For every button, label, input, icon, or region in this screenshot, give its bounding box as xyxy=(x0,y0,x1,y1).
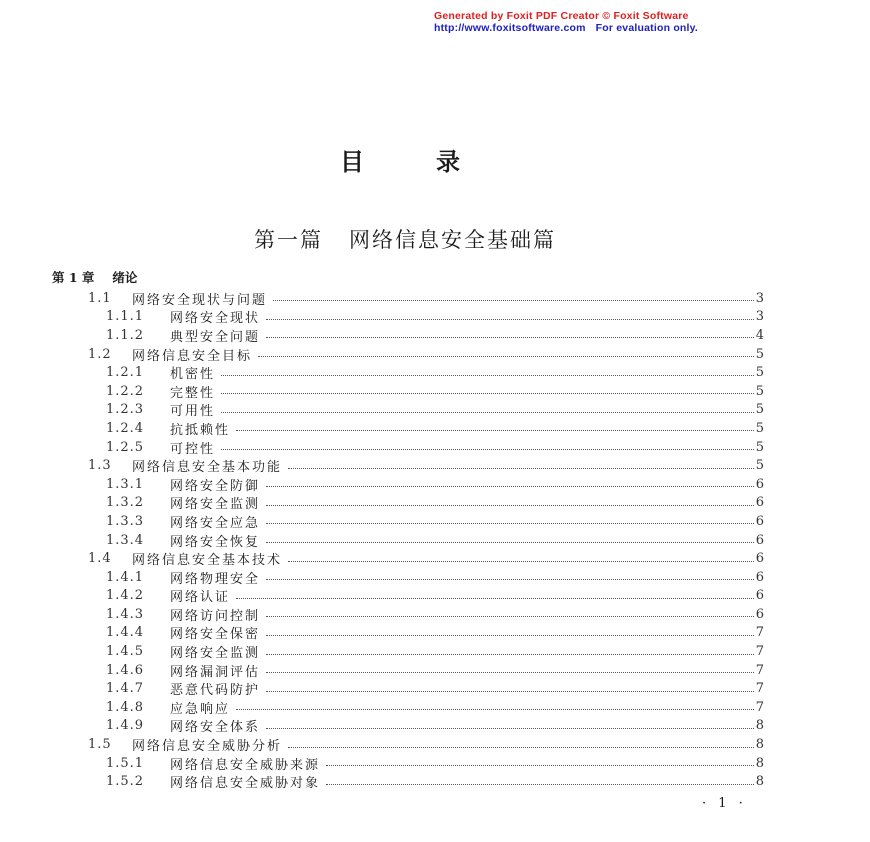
toc-entry[interactable] xyxy=(0,661,870,680)
toc-leader-dots xyxy=(236,597,754,599)
toc-entry-title: 网络信息安全威胁对象 xyxy=(170,776,321,792)
toc-entry[interactable] xyxy=(0,531,870,550)
toc-entry-page: 6 xyxy=(755,569,764,585)
toc-entry[interactable] xyxy=(0,382,870,401)
toc-entry-page: 8 xyxy=(755,718,764,734)
toc-entry-title: 网络物理安全 xyxy=(170,571,261,587)
toc-entry[interactable] xyxy=(0,717,870,736)
toc-leader-dots xyxy=(288,467,754,469)
toc-entry-title: 完整性 xyxy=(170,385,216,401)
toc-entry[interactable] xyxy=(0,568,870,587)
toc-entry-number: 1.1 xyxy=(88,290,112,306)
toc-leader-dots xyxy=(258,355,754,357)
toc-entry-title: 网络安全现状与问题 xyxy=(132,292,268,308)
toc-leader-dots xyxy=(266,690,754,692)
toc-leader-dots xyxy=(266,504,754,506)
toc-leader-dots xyxy=(288,560,754,562)
toc-entry-title: 应急响应 xyxy=(170,701,231,717)
toc-entry-page: 6 xyxy=(755,551,764,567)
watermark-url-line xyxy=(434,22,698,34)
toc-entry-title: 网络安全监测 xyxy=(170,497,261,513)
toc-entry[interactable] xyxy=(0,438,870,457)
toc-entry-page: 6 xyxy=(755,532,764,548)
toc-entry[interactable] xyxy=(0,475,870,494)
watermark-note: For evaluation only. xyxy=(595,22,699,34)
toc-entry-page: 6 xyxy=(755,588,764,604)
toc-entry[interactable] xyxy=(0,642,870,661)
toc-entry[interactable] xyxy=(0,326,870,345)
toc-leader-dots xyxy=(221,411,754,413)
toc-entry-title: 网络信息安全基本技术 xyxy=(132,553,283,569)
table-of-contents xyxy=(0,289,870,791)
page-title: 目录 xyxy=(340,148,532,176)
toc-entry[interactable] xyxy=(0,419,870,438)
toc-entry-page: 6 xyxy=(755,606,764,622)
chapter-title: 绪论 xyxy=(112,270,138,285)
toc-entry-title: 抗抵赖性 xyxy=(170,422,231,438)
toc-entry-number: 1.2.5 xyxy=(106,439,145,455)
toc-entry-page: 5 xyxy=(755,458,764,474)
toc-entry-number: 1.2.3 xyxy=(106,402,145,418)
toc-leader-dots xyxy=(266,634,754,636)
toc-entry-page: 6 xyxy=(755,513,764,529)
toc-entry-number: 1.3.1 xyxy=(106,476,145,492)
toc-entry-number: 1.3.4 xyxy=(106,532,145,548)
toc-entry-title: 网络安全保密 xyxy=(170,627,261,643)
toc-entry[interactable] xyxy=(0,456,870,475)
toc-leader-dots xyxy=(221,392,754,394)
toc-entry-page: 6 xyxy=(755,476,764,492)
toc-entry-number: 1.4.2 xyxy=(106,588,145,604)
toc-entry-number: 1.4.4 xyxy=(106,625,145,641)
toc-entry-title: 网络信息安全威胁分析 xyxy=(132,739,283,755)
toc-leader-dots xyxy=(266,727,754,729)
toc-entry[interactable] xyxy=(0,624,870,643)
toc-entry-title: 网络安全防御 xyxy=(170,478,261,494)
toc-entry-number: 1.5 xyxy=(88,737,112,753)
toc-entry-page: 3 xyxy=(755,290,764,306)
toc-entry-number: 1.4 xyxy=(88,551,112,567)
toc-entry-page: 5 xyxy=(755,439,764,455)
toc-leader-dots xyxy=(221,374,754,376)
toc-entry-title: 网络安全体系 xyxy=(170,720,261,736)
toc-entry-number: 1.4.7 xyxy=(106,681,145,697)
toc-entry[interactable] xyxy=(0,512,870,531)
toc-entry-title: 网络安全现状 xyxy=(170,311,261,327)
toc-leader-dots xyxy=(273,299,754,301)
part-name: 网络信息安全基础篇 xyxy=(349,228,556,252)
toc-entry-title: 网络访问控制 xyxy=(170,608,261,624)
toc-entry-page: 7 xyxy=(755,699,764,715)
toc-entry-number: 1.4.3 xyxy=(106,606,145,622)
chapter-label: 第 1 章 xyxy=(52,270,95,285)
toc-leader-dots xyxy=(266,578,754,580)
toc-entry-page: 8 xyxy=(755,774,764,790)
toc-leader-dots xyxy=(221,448,754,450)
toc-entry-number: 1.4.1 xyxy=(106,569,145,585)
toc-entry-title: 网络信息安全威胁来源 xyxy=(170,757,321,773)
toc-entry-number: 1.3.3 xyxy=(106,513,145,529)
toc-entry-title: 网络认证 xyxy=(170,590,231,606)
toc-entry-number: 1.4.9 xyxy=(106,718,145,734)
toc-entry-number: 1.1.1 xyxy=(106,309,145,325)
toc-leader-dots xyxy=(266,318,754,320)
toc-entry-title: 可控性 xyxy=(170,441,216,457)
toc-entry[interactable] xyxy=(0,754,870,773)
toc-entry-page: 3 xyxy=(755,309,764,325)
toc-entry-page: 4 xyxy=(755,327,764,343)
toc-leader-dots xyxy=(266,485,754,487)
toc-entry-number: 1.5.1 xyxy=(106,755,145,771)
toc-entry[interactable] xyxy=(0,289,870,308)
toc-entry-number: 1.3.2 xyxy=(106,495,145,511)
toc-entry-page: 5 xyxy=(755,365,764,381)
toc-entry-page: 5 xyxy=(755,346,764,362)
watermark-generator-text: Generated by Foxit PDF Creator © Foxit Software xyxy=(434,10,689,22)
toc-entry-page: 8 xyxy=(755,737,764,753)
toc-entry-page: 5 xyxy=(755,402,764,418)
toc-entry-page: 5 xyxy=(755,383,764,399)
toc-leader-dots xyxy=(266,522,754,524)
toc-entry-page: 6 xyxy=(755,495,764,511)
toc-entry-page: 7 xyxy=(755,644,764,660)
evaluation-watermark xyxy=(434,10,698,34)
toc-entry-page: 7 xyxy=(755,662,764,678)
toc-entry-number: 1.2.2 xyxy=(106,383,145,399)
toc-entry-title: 网络信息安全目标 xyxy=(132,348,253,364)
toc-entry-title: 网络安全恢复 xyxy=(170,534,261,550)
toc-entry[interactable] xyxy=(0,735,870,754)
toc-entry[interactable] xyxy=(0,772,870,791)
toc-entry[interactable] xyxy=(0,401,870,420)
toc-entry-number: 1.3 xyxy=(88,458,112,474)
toc-entry-title: 机密性 xyxy=(170,367,216,383)
toc-entry[interactable] xyxy=(0,308,870,327)
toc-leader-dots xyxy=(266,541,754,543)
toc-entry[interactable] xyxy=(0,587,870,606)
toc-entry-title: 典型安全问题 xyxy=(170,329,261,345)
toc-entry-title: 可用性 xyxy=(170,404,216,420)
toc-entry-number: 1.5.2 xyxy=(106,774,145,790)
toc-entry[interactable] xyxy=(0,494,870,513)
toc-entry[interactable] xyxy=(0,698,870,717)
toc-leader-dots xyxy=(236,708,754,710)
toc-entry-number: 1.2.4 xyxy=(106,420,145,436)
toc-entry-title: 网络漏洞评估 xyxy=(170,664,261,680)
chapter-heading xyxy=(52,268,137,286)
toc-leader-dots xyxy=(236,429,754,431)
toc-entry-title: 网络安全监测 xyxy=(170,646,261,662)
toc-entry-title: 网络安全应急 xyxy=(170,515,261,531)
toc-entry-page: 8 xyxy=(755,755,764,771)
toc-entry-number: 1.4.5 xyxy=(106,644,145,660)
toc-leader-dots xyxy=(266,653,754,655)
toc-entry-title: 网络信息安全基本功能 xyxy=(132,460,283,476)
toc-entry-number: 1.2.1 xyxy=(106,365,145,381)
watermark-url: http://www.foxitsoftware.com xyxy=(434,22,586,34)
toc-leader-dots xyxy=(326,764,754,766)
toc-entry[interactable] xyxy=(0,363,870,382)
toc-leader-dots xyxy=(288,746,754,748)
toc-leader-dots xyxy=(326,783,754,785)
toc-entry[interactable] xyxy=(0,679,870,698)
toc-entry[interactable] xyxy=(0,345,870,364)
toc-leader-dots xyxy=(266,671,754,673)
toc-entry[interactable] xyxy=(0,605,870,624)
toc-leader-dots xyxy=(266,615,754,617)
toc-entry-number: 1.2 xyxy=(88,346,112,362)
toc-entry[interactable] xyxy=(0,549,870,568)
part-heading xyxy=(0,224,810,254)
toc-entry-title: 恶意代码防护 xyxy=(170,683,261,699)
toc-leader-dots xyxy=(266,336,754,338)
page-number: · 1 · xyxy=(702,796,747,811)
toc-entry-page: 5 xyxy=(755,420,764,436)
toc-entry-number: 1.4.6 xyxy=(106,662,145,678)
toc-entry-page: 7 xyxy=(755,681,764,697)
part-number: 第一篇 xyxy=(254,228,323,252)
toc-entry-number: 1.1.2 xyxy=(106,327,145,343)
toc-entry-number: 1.4.8 xyxy=(106,699,145,715)
toc-entry-page: 7 xyxy=(755,625,764,641)
